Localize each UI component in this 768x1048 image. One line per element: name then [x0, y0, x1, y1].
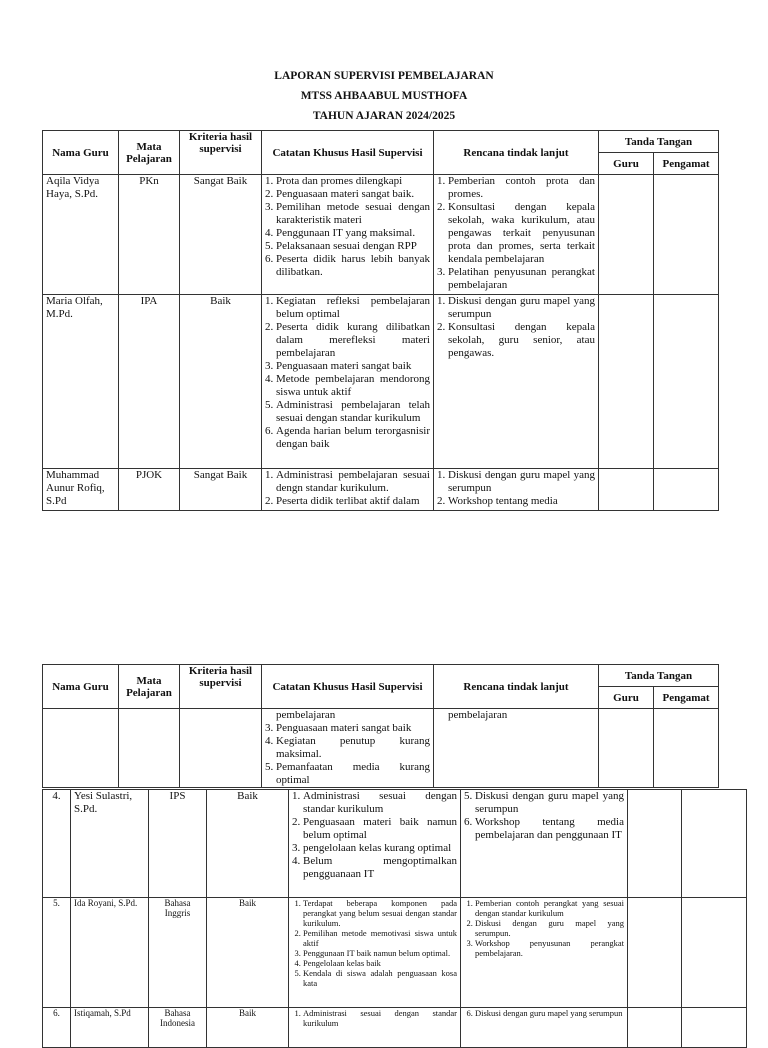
subject: IPA	[119, 295, 180, 469]
cell-catatan	[289, 898, 461, 1008]
cell-catatan	[262, 175, 434, 295]
table-row	[43, 295, 719, 469]
col-pengamat: Pengamat	[654, 153, 719, 175]
col-nama-guru: Nama Guru	[43, 131, 119, 175]
teacher-name: Maria Olfah, M.Pd.	[43, 295, 119, 469]
numbered-list	[464, 790, 624, 842]
criteria: Baik	[207, 898, 289, 1008]
list-item: 1. Pemberian contoh perangkat yang sesuai dengan standar kurikulum	[475, 898, 624, 918]
col-rencana: Rencana tindak lanjut	[434, 665, 599, 709]
list-item: 1. Administrasi sesuai dengan standar kurikulum	[303, 790, 457, 816]
cell-ttd-guru	[599, 295, 654, 469]
cell-ttd-pengamat	[682, 790, 747, 898]
criteria: Sangat Baik	[180, 175, 262, 295]
list-item: 6. Peserta didik harus lebih banyak dilibatkan.	[276, 253, 430, 279]
list-item: 1. Administrasi pembelajaran sesuai dengn standar kurikulum.	[276, 469, 430, 495]
list-item: 5. Kendala di siswa adalah penguasaan kosa kata	[303, 968, 457, 988]
criteria: Baik	[180, 295, 262, 469]
supervision-table-numbered	[42, 789, 747, 1048]
numbered-list	[464, 1008, 624, 1018]
table-row	[43, 898, 747, 1008]
cell-ttd-pengamat	[654, 709, 719, 788]
teacher-name: Yesi Sulastri, S.Pd.	[71, 790, 149, 898]
list-item: 2. Konsultasi dengan kepala sekolah, guru senior, atau pengawas.	[448, 321, 595, 360]
list-item: 2. Pemilihan metode memotivasi siswa untuk aktif	[303, 928, 457, 948]
teacher-name: Aqila Vidya Haya, S.Pd.	[43, 175, 119, 295]
cell-ttd-guru	[599, 709, 654, 788]
numbered-list	[265, 295, 430, 451]
numbered-list	[265, 175, 430, 279]
list-item: 2. Penguasaan materi sangat baik.	[276, 188, 430, 201]
list-item: 3. Penguasaan materi sangat baik	[276, 722, 430, 735]
cell-rencana	[461, 1008, 628, 1048]
list-item: 2. Workshop tentang media	[448, 495, 595, 508]
col-mata-pelajaran: Mata Pelajaran	[119, 665, 180, 709]
list-item: 1. Terdapat beberapa komponen pada perangkat yang belum sesuai dengan standar kurikulum.	[303, 898, 457, 928]
cell-ttd-pengamat	[682, 898, 747, 1008]
list-item: 1. Prota dan promes dilengkapi	[276, 175, 430, 188]
list-item: 2. Diskusi dengan guru mapel yang serumpun.	[475, 918, 624, 938]
list-item: 6. Agenda harian belum terorgasnisir dengan baik	[276, 425, 430, 451]
cell-rencana	[461, 898, 628, 1008]
cell-ttd-pengamat	[654, 175, 719, 295]
table-row	[43, 790, 747, 898]
list-item: 1. Diskusi dengan guru mapel yang serumpun	[448, 469, 595, 495]
cell-ttd-guru	[628, 898, 682, 1008]
supervision-table-page2	[42, 664, 719, 788]
col-nama-guru: Nama Guru	[43, 665, 119, 709]
numbered-list	[464, 898, 624, 958]
cell-ttd-pengamat	[682, 1008, 747, 1048]
cell-rencana	[434, 469, 599, 511]
cell-rencana	[434, 709, 599, 788]
col-guru: Guru	[599, 153, 654, 175]
table-row-continuation	[43, 709, 719, 788]
row-number: 6.	[43, 1008, 71, 1048]
cell-empty	[180, 709, 262, 788]
row-number: 4.	[43, 790, 71, 898]
list-item: 3. Penguasaan materi sangat baik	[276, 360, 430, 373]
criteria: Baik	[207, 1008, 289, 1048]
list-item: 5. Diskusi dengan guru mapel yang serumpun	[475, 790, 624, 816]
cell-ttd-guru	[628, 790, 682, 898]
cell-rencana	[461, 790, 628, 898]
list-item: 2. Konsultasi dengan kepala sekolah, waka kurikulum, atau pengawas terkait penyusunan prota dan promes, serta terkait kendala pembelajaran	[448, 201, 595, 266]
numbered-list	[437, 175, 595, 292]
list-item: 3. pengelolaan kelas kurang optimal	[303, 842, 457, 855]
list-item: 3. Penggunaan IT baik namun belum optimal.	[303, 948, 457, 958]
criteria: Baik	[207, 790, 289, 898]
list-item: 3. Pemilihan metode sesuai dengan karakteristik materi	[276, 201, 430, 227]
school-name: MTSS AHBAABUL MUSTHOFA	[300, 90, 468, 102]
cell-ttd-pengamat	[654, 469, 719, 511]
list-item: 2. Penguasaan materi baik namun belum optimal	[303, 816, 457, 842]
numbered-list	[437, 295, 595, 360]
cell-ttd-guru	[628, 1008, 682, 1048]
list-item: 2. Peserta didik kurang dilibatkan dalam merefleksi materi pembelajaran	[276, 321, 430, 360]
col-guru: Guru	[599, 687, 654, 709]
supervision-table-page1	[42, 130, 719, 511]
numbered-list	[265, 469, 430, 508]
cell-catatan	[289, 1008, 461, 1048]
teacher-name: Istiqamah, S.Pd	[71, 1008, 149, 1048]
row-number: 5.	[43, 898, 71, 1008]
col-pengamat: Pengamat	[654, 687, 719, 709]
list-item: 1. Pemberian contoh prota dan promes.	[448, 175, 595, 201]
rencana-lead: pembelajaran	[448, 709, 508, 721]
list-item: 4. Penggunaan IT yang maksimal.	[276, 227, 430, 240]
col-rencana: Rencana tindak lanjut	[434, 131, 599, 175]
col-catatan: Catatan Khusus Hasil Supervisi	[262, 131, 434, 175]
numbered-list	[292, 898, 457, 988]
col-tanda-tangan: Tanda Tangan	[599, 665, 719, 687]
cell-catatan	[262, 295, 434, 469]
cell-rencana	[434, 175, 599, 295]
cell-ttd-guru	[599, 175, 654, 295]
table-row	[43, 469, 719, 511]
list-item: 5. Pemanfaatan media kurang optimal	[276, 761, 430, 787]
catatan-list	[265, 722, 430, 787]
numbered-list	[292, 1008, 457, 1028]
subject: PKn	[119, 175, 180, 295]
subject: PJOK	[119, 469, 180, 511]
list-item: 4. Pengelolaan kelas baik	[303, 958, 457, 968]
academic-year: TAHUN AJARAN 2024/2025	[312, 110, 456, 122]
list-item: 5. Administrasi pembelajaran telah sesuai dengan standar kurikulum	[276, 399, 430, 425]
cell-catatan	[262, 709, 434, 788]
cell-empty	[119, 709, 180, 788]
subject: IPS	[149, 790, 207, 898]
list-item: 4. Belum mengoptimalkan pengguanaan IT	[303, 855, 457, 881]
criteria: Sangat Baik	[180, 469, 262, 511]
list-item: 6. Workshop tentang media pembelajaran dan penggunaan IT	[475, 816, 624, 842]
list-item: 1. Administrasi sesuai dengan standar kurikulum	[303, 1008, 457, 1028]
teacher-name: Ida Royani, S.Pd.	[71, 898, 149, 1008]
col-catatan: Catatan Khusus Hasil Supervisi	[262, 665, 434, 709]
numbered-list	[292, 790, 457, 881]
report-title: LAPORAN SUPERVISI PEMBELAJARAN	[274, 70, 494, 82]
cell-rencana	[434, 295, 599, 469]
cell-catatan	[262, 469, 434, 511]
cell-ttd-pengamat	[654, 295, 719, 469]
subject: Bahasa Inggris	[149, 898, 207, 1008]
col-kriteria: Kriteria hasil supervisi	[180, 131, 262, 175]
subject: Bahasa Indonesia	[149, 1008, 207, 1048]
list-item: 4. Metode pembelajaran mendorong siswa untuk aktif	[276, 373, 430, 399]
teacher-name: Muhammad Aunur Rofiq, S.Pd	[43, 469, 119, 511]
list-item: 3. Pelatihan penyusunan perangkat pembelajaran	[448, 266, 595, 292]
list-item: 1. Diskusi dengan guru mapel yang serumpun	[448, 295, 595, 321]
col-kriteria: Kriteria hasil supervisi	[180, 665, 262, 709]
cell-catatan	[289, 790, 461, 898]
list-item: 3. Workshop penyusunan perangkat pembelajaran.	[475, 938, 624, 958]
list-item: 1. Kegiatan refleksi pembelajaran belum optimal	[276, 295, 430, 321]
col-tanda-tangan: Tanda Tangan	[599, 131, 719, 153]
catatan-lead: pembelajaran	[276, 709, 336, 721]
table-row	[43, 1008, 747, 1048]
list-item: 6. Diskusi dengan guru mapel yang serumpun	[475, 1008, 624, 1018]
cell-ttd-guru	[599, 469, 654, 511]
table-row	[43, 175, 719, 295]
col-mata-pelajaran: Mata Pelajaran	[119, 131, 180, 175]
list-item: 2. Peserta didik terlibat aktif dalam	[276, 495, 430, 508]
numbered-list	[437, 469, 595, 508]
cell-empty	[43, 709, 119, 788]
list-item: 5. Pelaksanaan sesuai dengan RPP	[276, 240, 430, 253]
list-item: 4. Kegiatan penutup kurang maksimal.	[276, 735, 430, 761]
